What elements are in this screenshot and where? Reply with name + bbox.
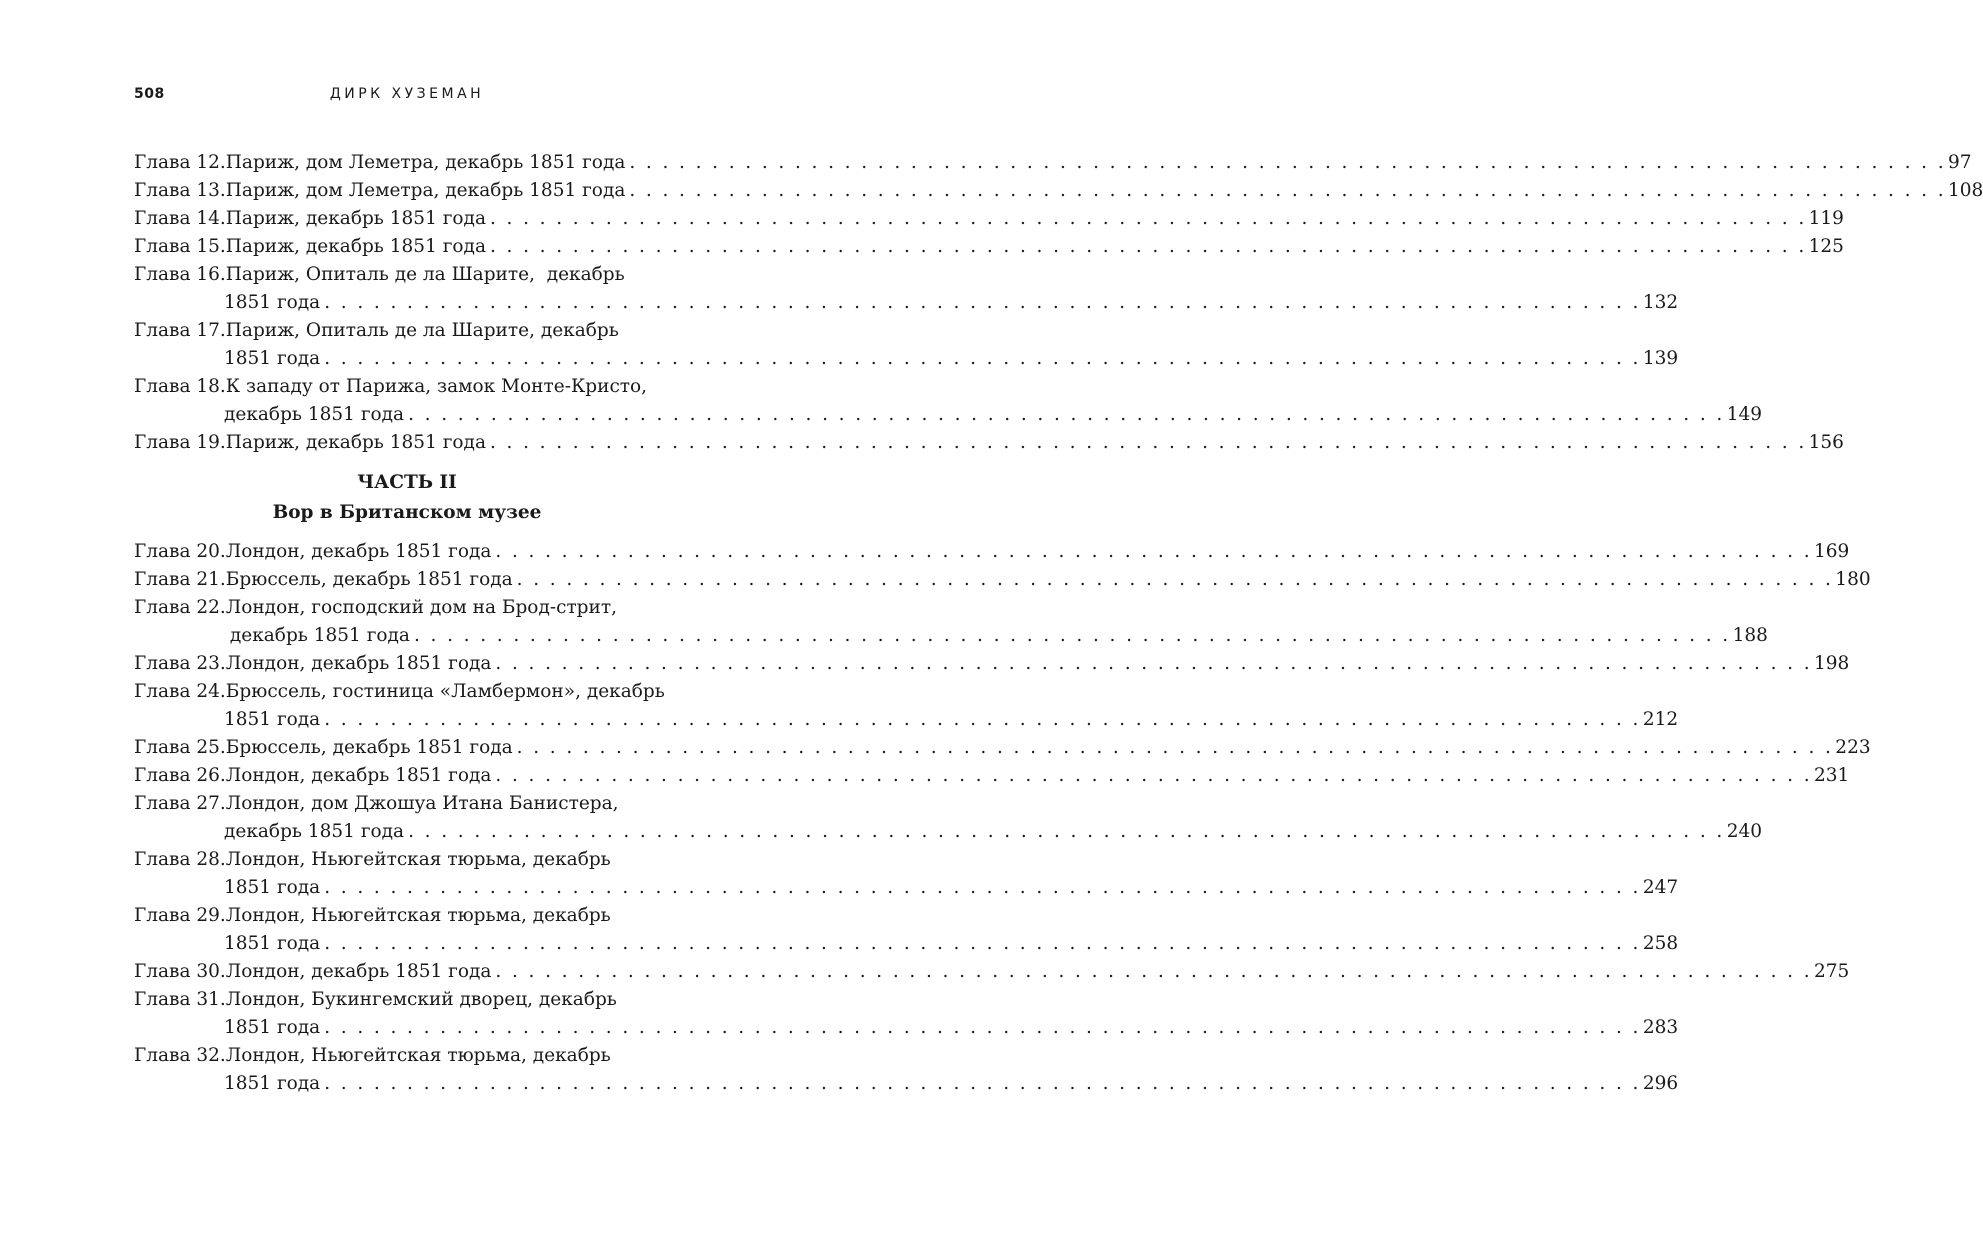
toc-line: [134, 233, 1844, 261]
chapter-title: Лондон, Букингемский дворец, декабрь: [225, 989, 617, 1010]
chapter-label: Глава 24.: [134, 681, 226, 702]
indent-spacer: [134, 930, 224, 958]
leader-dots: . . . . . . . . . . . . . . . . . . . . . . . . . . . . . . . . . . . . . . . . . . . . . . . . . . . . . . . . . . . . . . . . . . . . . . . . . . . . . . . .: [324, 933, 1641, 954]
chapter-title: 1851 года: [224, 292, 321, 313]
toc-line: [134, 986, 680, 1014]
chapter-label: Глава 27.: [134, 793, 226, 814]
toc-line: [134, 706, 1679, 734]
toc-entry: [134, 1042, 1679, 1098]
chapter-label: Глава 22.: [134, 597, 226, 618]
chapter-label: Глава 19.: [134, 432, 226, 453]
toc-entry: [134, 429, 1844, 457]
chapter-title: Лондон, дом Джошуа Итана Банистера,: [225, 793, 619, 814]
page-ref: 240: [1726, 821, 1763, 842]
toc-line: [134, 762, 1850, 790]
chapter-title: 1851 года: [224, 877, 321, 898]
toc-part-1: [134, 149, 1983, 457]
toc-line: [134, 429, 1844, 457]
toc-line: [134, 345, 1679, 373]
chapter-label: Глава 31.: [134, 989, 226, 1010]
toc-line: [134, 566, 1871, 594]
chapter-label: Глава 32.: [134, 1045, 226, 1066]
chapter-label: Глава 16.: [134, 264, 226, 285]
chapter-label: Глава 28.: [134, 849, 226, 870]
running-title: ДИРК ХУЗЕМАН: [329, 86, 485, 102]
toc-part-2: [134, 538, 1871, 1098]
chapter-title: 1851 года: [224, 709, 321, 730]
chapter-label: Глава 20.: [134, 541, 226, 562]
chapter-title: Лондон, декабрь 1851 года: [225, 541, 492, 562]
toc-entry: [134, 177, 1983, 205]
toc-line: [134, 1042, 680, 1070]
chapter-title: Лондон, Ньюгейтская тюрьма, декабрь: [225, 1045, 611, 1066]
toc-entry: [134, 790, 1763, 846]
toc-line: [134, 205, 1844, 233]
page-ref: 275: [1814, 961, 1850, 982]
toc-entry: [134, 205, 1844, 233]
toc-entry: [134, 594, 1768, 650]
leader-dots: . . . . . . . . . . . . . . . . . . . . . . . . . . . . . . . . . . . . . . . . . . . . . . . . . . . . . . . . . . . . . . . . . . . . . . . . . . . . . . . .: [324, 877, 1641, 898]
chapter-label: Глава 13.: [134, 180, 226, 201]
leader-dots: . . . . . . . . . . . . . . . . . . . . . . . . . . . . . . . . . . . . . . . . . . . . . . . . . . . . . . . . . . . . . . . . . . . . . . . . . . . . . . . .: [629, 180, 1946, 201]
indent-spacer: [134, 622, 224, 650]
chapter-label: Глава 30.: [134, 961, 226, 982]
toc-entry: [134, 678, 1679, 734]
page-ref: 132: [1642, 292, 1679, 313]
chapter-label: Глава 18.: [134, 376, 226, 397]
toc-line: [134, 373, 680, 401]
toc-line: [134, 818, 1763, 846]
toc-line: [134, 622, 1768, 650]
toc-line: [134, 846, 680, 874]
toc-line: [134, 790, 680, 818]
toc-line: [134, 734, 1871, 762]
page-ref: 149: [1726, 404, 1763, 425]
chapter-title: Брюссель, декабрь 1851 года: [225, 737, 513, 758]
page-ref: 108: [1948, 180, 1983, 201]
toc-entry: [134, 958, 1850, 986]
leader-dots: . . . . . . . . . . . . . . . . . . . . . . . . . . . . . . . . . . . . . . . . . . . . . . . . . . . . . . . . . . . . . . . . . . . . . . . . . . . . . . . .: [516, 737, 1834, 758]
page-ref: 258: [1642, 933, 1679, 954]
toc-line: [134, 958, 1850, 986]
page-ref: 247: [1642, 877, 1679, 898]
toc-entry: [134, 986, 1679, 1042]
chapter-title: Париж, дом Леметра, декабрь 1851 года: [225, 152, 626, 173]
page-ref: 97: [1948, 152, 1972, 173]
toc-line: [134, 401, 1763, 429]
indent-spacer: [134, 818, 224, 846]
toc-entry: [134, 373, 1763, 429]
toc-entry: [134, 650, 1850, 678]
chapter-title: Париж, декабрь 1851 года: [225, 432, 486, 453]
leader-dots: . . . . . . . . . . . . . . . . . . . . . . . . . . . . . . . . . . . . . . . . . . . . . . . . . . . . . . . . . . . . . . . . . . . . . . . . . . . . . . . .: [516, 569, 1834, 590]
toc-entry: [134, 846, 1679, 902]
toc-line: [134, 289, 1679, 317]
toc-line: [134, 317, 680, 345]
leader-dots: . . . . . . . . . . . . . . . . . . . . . . . . . . . . . . . . . . . . . . . . . . . . . . . . . . . . . . . . . . . . . . . . . . . . . . . . . . . . . . . .: [324, 1073, 1641, 1094]
indent-spacer: [134, 874, 224, 902]
chapter-title: Лондон, декабрь 1851 года: [225, 653, 492, 674]
chapter-title: 1851 года: [224, 348, 321, 369]
leader-dots: . . . . . . . . . . . . . . . . . . . . . . . . . . . . . . . . . . . . . . . . . . . . . . . . . . . . . . . . . . . . . . . . . . . . . . . . . . . . . . . .: [324, 348, 1641, 369]
toc-entry: [134, 734, 1871, 762]
indent-spacer: [134, 345, 224, 373]
toc-entry: [134, 261, 1679, 317]
part-title: ЧАСТЬ II: [357, 472, 457, 493]
page-ref: 156: [1808, 432, 1844, 453]
toc-entry: [134, 902, 1679, 958]
chapter-title: Лондон, декабрь 1851 года: [225, 765, 492, 786]
page-ref: 198: [1814, 653, 1850, 674]
leader-dots: . . . . . . . . . . . . . . . . . . . . . . . . . . . . . . . . . . . . . . . . . . . . . . . . . . . . . . . . . . . . . . . . . . . . . . . . . . . . . . . .: [489, 432, 1807, 453]
toc-line: [134, 650, 1850, 678]
leader-dots: . . . . . . . . . . . . . . . . . . . . . . . . . . . . . . . . . . . . . . . . . . . . . . . . . . . . . . . . . . . . . . . . . . . . . . . . . . . . . . . .: [324, 709, 1641, 730]
page-ref: 188: [1732, 625, 1768, 646]
chapter-title: декабрь 1851 года: [224, 404, 405, 425]
page-ref: 296: [1642, 1073, 1679, 1094]
leader-dots: . . . . . . . . . . . . . . . . . . . . . . . . . . . . . . . . . . . . . . . . . . . . . . . . . . . . . . . . . . . . . . . . . . . . . . . . . . . . . . . .: [489, 236, 1807, 257]
page-ref: 125: [1808, 236, 1844, 257]
chapter-title: Лондон, Ньюгейтская тюрьма, декабрь: [225, 905, 611, 926]
leader-dots: . . . . . . . . . . . . . . . . . . . . . . . . . . . . . . . . . . . . . . . . . . . . . . . . . . . . . . . . . . . . . . . . . . . . . . . . . . . . . . . .: [408, 404, 1725, 425]
chapter-title: Париж, декабрь 1851 года: [225, 236, 486, 257]
toc-line: [134, 261, 680, 289]
chapter-title: Брюссель, декабрь 1851 года: [225, 569, 513, 590]
page-ref: 169: [1814, 541, 1850, 562]
chapter-title: 1851 года: [224, 933, 321, 954]
chapter-title: декабрь 1851 года: [224, 625, 410, 646]
toc-entry: [134, 233, 1844, 261]
part-heading: [134, 468, 680, 528]
indent-spacer: [134, 1014, 224, 1042]
page-ref: 119: [1808, 208, 1844, 229]
toc-line: [134, 930, 1679, 958]
chapter-label: Глава 14.: [134, 208, 226, 229]
page-number: 508: [134, 86, 165, 102]
chapter-label: Глава 17.: [134, 320, 226, 341]
chapter-title: Лондон, декабрь 1851 года: [225, 961, 492, 982]
toc-entry: [134, 317, 1679, 373]
page-ref: 283: [1642, 1017, 1679, 1038]
leader-dots: . . . . . . . . . . . . . . . . . . . . . . . . . . . . . . . . . . . . . . . . . . . . . . . . . . . . . . . . . . . . . . . . . . . . . . . . . . . . . . . .: [408, 821, 1725, 842]
chapter-title: Лондон, господский дом на Брод-стрит,: [225, 597, 617, 618]
toc-line: [134, 902, 680, 930]
leader-dots: . . . . . . . . . . . . . . . . . . . . . . . . . . . . . . . . . . . . . . . . . . . . . . . . . . . . . . . . . . . . . . . . . . . . . . . . . . . . . . . .: [495, 653, 1813, 674]
chapter-label: Глава 21.: [134, 569, 226, 590]
indent-spacer: [134, 706, 224, 734]
toc-entry: [134, 149, 1972, 177]
leader-dots: . . . . . . . . . . . . . . . . . . . . . . . . . . . . . . . . . . . . . . . . . . . . . . . . . . . . . . . . . . . . . . . . . . . . . . . . . . . . . . . .: [495, 541, 1813, 562]
chapter-title: Брюссель, гостиница «Ламбермон», декабрь: [225, 681, 665, 702]
chapter-title: 1851 года: [224, 1017, 321, 1038]
leader-dots: . . . . . . . . . . . . . . . . . . . . . . . . . . . . . . . . . . . . . . . . . . . . . . . . . . . . . . . . . . . . . . . . . . . . . . . . . . . . . . . .: [324, 1017, 1641, 1038]
page-header: [134, 86, 680, 110]
toc-entry: [134, 538, 1850, 566]
leader-dots: . . . . . . . . . . . . . . . . . . . . . . . . . . . . . . . . . . . . . . . . . . . . . . . . . . . . . . . . . . . . . . . . . . . . . . . . . . . . . . . .: [324, 292, 1641, 313]
leader-dots: . . . . . . . . . . . . . . . . . . . . . . . . . . . . . . . . . . . . . . . . . . . . . . . . . . . . . . . . . . . . . . . . . . . . . . . . . . . . . . . .: [495, 765, 1813, 786]
toc-entry: [134, 566, 1871, 594]
chapter-title: Париж, декабрь 1851 года: [225, 208, 486, 229]
toc-line: [134, 1070, 1679, 1098]
page-ref: 139: [1642, 348, 1679, 369]
toc-line: [134, 594, 680, 622]
chapter-title: декабрь 1851 года: [224, 821, 405, 842]
page-ref: 223: [1835, 737, 1871, 758]
chapter-label: Глава 25.: [134, 737, 226, 758]
chapter-label: Глава 23.: [134, 653, 226, 674]
leader-dots: . . . . . . . . . . . . . . . . . . . . . . . . . . . . . . . . . . . . . . . . . . . . . . . . . . . . . . . . . . . . . . . . . . . . . . . . . . . . . . . .: [489, 208, 1807, 229]
chapter-title: Лондон, Ньюгейтская тюрьма, декабрь: [225, 849, 611, 870]
indent-spacer: [134, 401, 224, 429]
indent-spacer: [134, 289, 224, 317]
chapter-title: Париж, Опиталь де ла Шарите, декабрь: [225, 320, 619, 341]
chapter-title: Париж, дом Леметра, декабрь 1851 года: [225, 180, 626, 201]
leader-dots: . . . . . . . . . . . . . . . . . . . . . . . . . . . . . . . . . . . . . . . . . . . . . . . . . . . . . . . . . . . . . . . . . . . . . . . . . . . . . . . .: [629, 152, 1946, 173]
leader-dots: . . . . . . . . . . . . . . . . . . . . . . . . . . . . . . . . . . . . . . . . . . . . . . . . . . . . . . . . . . . . . . . . . . . . . . . . . . . . . . . .: [495, 961, 1813, 982]
chapter-label: Глава 12.: [134, 152, 226, 173]
toc-line: [134, 1014, 1679, 1042]
leader-dots: . . . . . . . . . . . . . . . . . . . . . . . . . . . . . . . . . . . . . . . . . . . . . . . . . . . . . . . . . . . . . . . . . . . . . . . . . . . . . . . .: [413, 625, 1731, 646]
toc-line: [134, 874, 1679, 902]
page-ref: 231: [1814, 765, 1850, 786]
page-ref: 212: [1642, 709, 1679, 730]
chapter-label: Глава 26.: [134, 765, 226, 786]
chapter-title: К западу от Парижа, замок Монте-Кристо,: [225, 376, 648, 397]
chapter-title: 1851 года: [224, 1073, 321, 1094]
chapter-label: Глава 15.: [134, 236, 226, 257]
toc-line: [134, 678, 680, 706]
indent-spacer: [134, 1070, 224, 1098]
toc-entry: [134, 762, 1850, 790]
toc-line: [134, 538, 1850, 566]
toc-line: [134, 177, 1983, 205]
part-subtitle: Вор в Британском музее: [272, 502, 542, 523]
chapter-title: Париж, Опиталь де ла Шарите, декабрь: [225, 264, 625, 285]
chapter-label: Глава 29.: [134, 905, 226, 926]
toc-line: [134, 149, 1972, 177]
page-ref: 180: [1835, 569, 1871, 590]
